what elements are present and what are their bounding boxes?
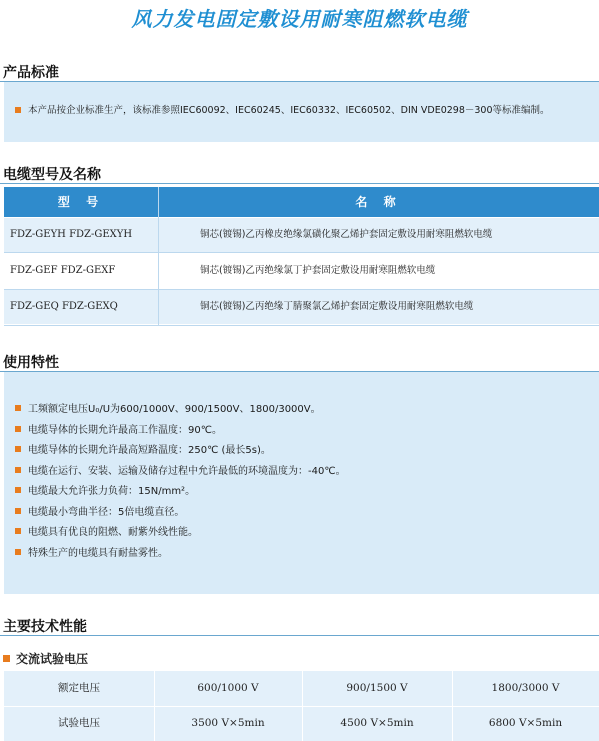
list-item: 电缆导体的长期允许最高工作温度：90℃。	[15, 421, 346, 442]
bullet-icon	[15, 508, 21, 514]
bullet-icon	[15, 426, 21, 432]
rated-voltage-label: 额定电压	[58, 682, 100, 694]
square-bullet-icon	[3, 655, 10, 662]
column-divider	[158, 187, 159, 326]
list-item: 电缆具有优良的阻燃、耐紫外线性能。	[15, 523, 346, 544]
bullet-icon	[15, 107, 21, 113]
model-name: 铜芯(镀锡)乙丙橡皮绝缘氯磺化聚乙烯护套固定敷设用耐寒阻燃软电缆	[200, 229, 493, 240]
col-header-name: 名 称	[355, 195, 402, 209]
col-header-model: 型 号	[57, 195, 105, 209]
model-table-header	[4, 187, 599, 217]
row-divider	[4, 325, 599, 326]
model-code: FDZ-GEF FDZ-GEXF	[10, 265, 116, 276]
list-item: 电缆最大允许张力负荷：15N/mm²。	[15, 482, 346, 503]
column-divider	[302, 671, 303, 741]
bullet-icon	[15, 405, 21, 411]
model-name: 铜芯(镀锡)乙丙绝缘氯丁护套固定敷设用耐寒阻燃软电缆	[200, 265, 436, 276]
model-code: FDZ-GEYH FDZ-GEXYH	[10, 229, 133, 240]
bullet-icon	[15, 467, 21, 473]
section-heading-performance: 主要技术性能	[3, 619, 87, 635]
rated-voltage-value: 1800/3000 V	[491, 682, 560, 694]
list-item: 特殊生产的电缆具有耐盐雾性。	[15, 544, 346, 565]
subsection-heading: 交流试验电压	[3, 650, 88, 667]
rated-voltage-value: 900/1500 V	[346, 682, 408, 694]
bullet-icon	[15, 549, 21, 555]
row-divider	[4, 289, 599, 290]
model-code: FDZ-GEQ FDZ-GEXQ	[10, 301, 118, 312]
features-list	[15, 400, 346, 564]
bullet-icon	[15, 487, 21, 493]
list-item: 电缆在运行、安装、运输及储存过程中允许最低的环境温度为：-40℃。	[15, 462, 346, 483]
list-item: 电缆最小弯曲半径：5倍电缆直径。	[15, 503, 346, 524]
test-voltage-value: 4500 V×5min	[340, 717, 414, 729]
row-divider	[4, 252, 599, 253]
model-name: 铜芯(镀锡)乙丙绝缘丁腈聚氯乙烯护套固定敷设用耐寒阻燃软电缆	[200, 301, 474, 312]
list-item: 电缆导体的长期允许最高短路温度：250℃ (最长5s)。	[15, 441, 346, 462]
section-heading-features: 使用特性	[3, 355, 59, 371]
section-heading-standard: 产品标准	[3, 65, 59, 81]
rated-voltage-value: 600/1000 V	[197, 682, 259, 694]
section-divider	[0, 183, 599, 184]
section-divider	[0, 635, 599, 636]
standard-text: 本产品按企业标准生产，该标准参照IEC60092、IEC60245、IEC60332、IEC60502、DIN VDE0298－300等标准编制。	[28, 105, 550, 116]
list-item: 工频额定电压U₀/U为600/1000V、900/1500V、1800/3000V。	[15, 400, 346, 421]
test-voltage-value: 3500 V×5min	[191, 717, 265, 729]
voltage-table	[4, 671, 599, 741]
bullet-icon	[15, 528, 21, 534]
table-row	[4, 254, 599, 288]
table-row	[4, 218, 599, 252]
test-voltage-label: 试验电压	[58, 717, 100, 729]
column-divider	[154, 671, 155, 741]
column-divider	[452, 671, 453, 741]
test-voltage-value: 6800 V×5min	[488, 717, 563, 729]
table-row	[4, 290, 599, 324]
section-heading-models: 电缆型号及名称	[3, 167, 101, 183]
page-title: 风力发电固定敷设用耐寒阻燃软电缆	[131, 7, 468, 31]
standard-text-row	[15, 102, 550, 116]
bullet-icon	[15, 446, 21, 452]
